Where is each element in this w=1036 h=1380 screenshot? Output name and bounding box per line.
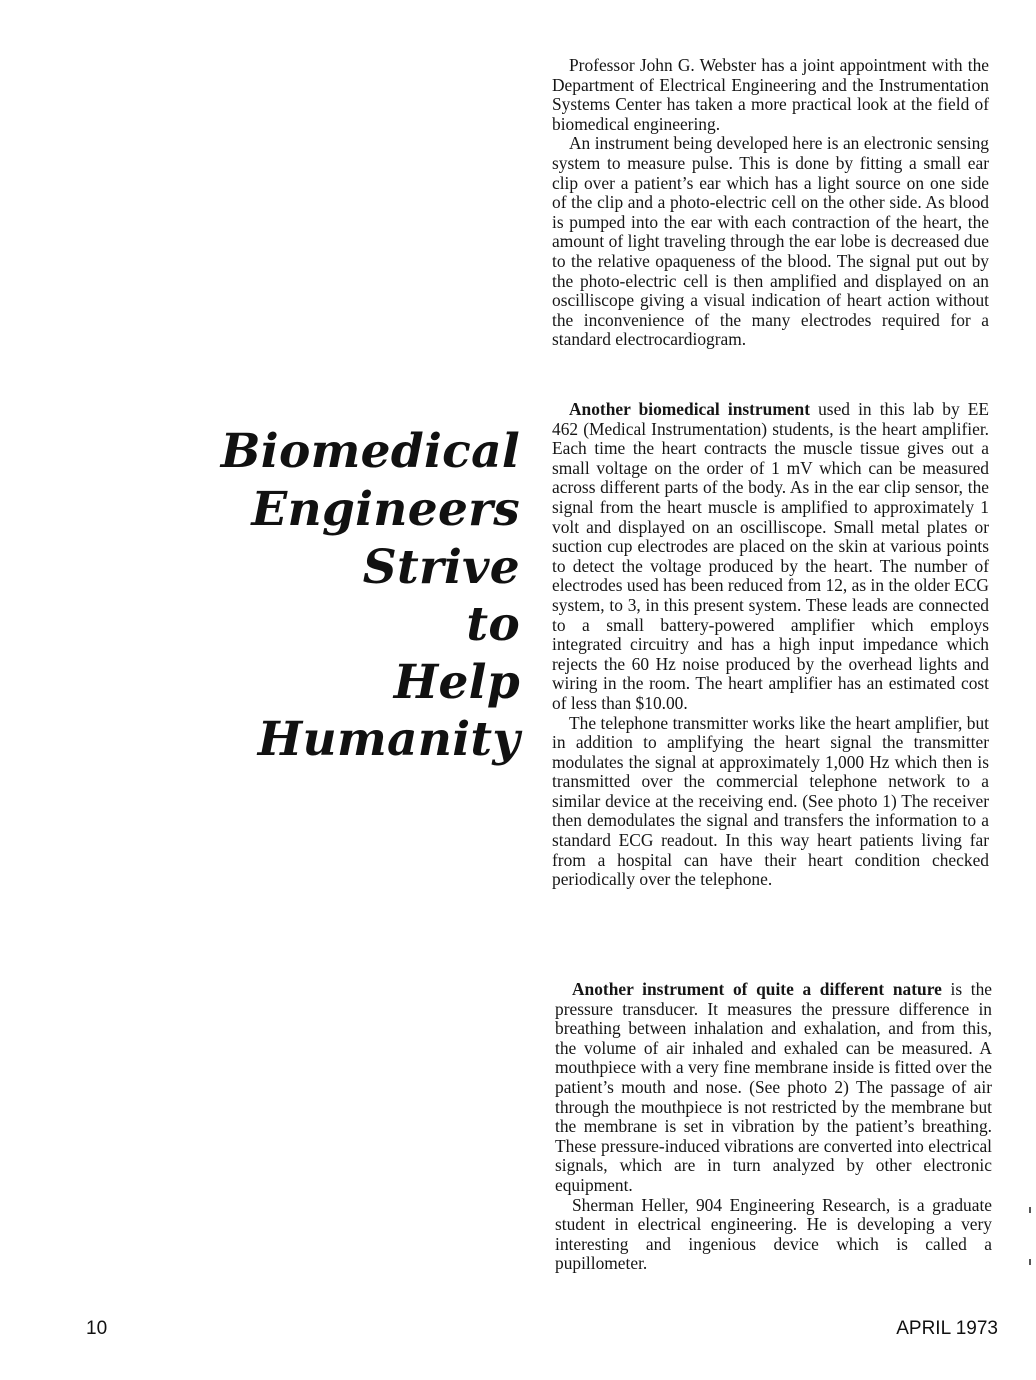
page-number: 10 (86, 1318, 108, 1339)
article-section-pressure-transducer (555, 980, 992, 1274)
headline-line: Biomedical (220, 424, 520, 480)
headline-line: Strive (362, 539, 520, 595)
body-paragraph (552, 134, 989, 350)
paragraph-text: is the pressure transducer. It measures the pressure difference in breathing between inhalation and exhalation, and from this, the volume of air inhaled and exhaled can be measured. A mouthpiece with a very fine membrane inside is fitted over the patient’s mouth and nose. (See photo 2) The passage of air through the mouthpiece is not restricted by the membrane but the membrane is set in vibration by the patient’s breathing. These pressure-induced vibrations are converted into electrical signals, which are in turn analyzed by other electronic equipment. (555, 979, 992, 1195)
paragraph-lead-in: Another instrument of quite a different nature (572, 979, 942, 999)
headline-line: Engineers (251, 482, 520, 538)
paragraph-lead-in: Another biomedical instrument (569, 399, 810, 419)
paragraph-text: used in this lab by EE 462 (Medical Instrumentation) students, is the heart amplifier. Each time the heart contracts the muscle tissue gives out a small voltage on the order of 1 mV which can be measured across different parts of the body. As in the ear clip sensor, the signal from the heart muscle is amplified to approximately 1 volt and displayed on an oscilliscope. Small metal plates or suction cup electrodes are placed on the skin at various points to detect the voltage produced by the heart. The number of electrodes used has been reduced from 12, as in the older ECG system, to 3, in this present system. These leads are connected to a small battery-powered amplifier which employs integrated circuitry and has a high input impedance which rejects the 60 Hz noise produced by the overhead lights and wiring in the room. The heart amplifier has an estimated cost of less than $10.00. (552, 399, 990, 713)
paragraph-text: Professor John G. Webster has a joint appointment with the Department of Electrical Engineering and the Instrumentation Systems Center has taken a more practical look at the field of biomedical engineering. (552, 55, 989, 134)
body-paragraph (552, 714, 989, 890)
headline-line: Help (393, 654, 520, 710)
body-paragraph (555, 1196, 992, 1274)
body-paragraph (552, 400, 989, 714)
paragraph-text: An instrument being developed here is an electronic sensing system to measure pulse. This is done by fitting a small ear clip over a patient’s ear which has a light source on one side of the clip and a photo-electric cell on the other side. As blood is pumped into the ear with each contraction of the heart, the amount of light traveling through the ear lobe is decreased due to the relative opaqueness of the blood. The signal put out by the photo-electric cell is then amplified and displayed on an oscilliscope giving a visual indication of heart action without the inconvenience of the many electrodes required for a standard electrocardiogram. (552, 133, 989, 350)
paragraph-text: Sherman Heller, 904 Engineering Research, is a graduate student in electrical engineering. He is developing a very interesting and ingenious device which is called a pupillometer. (555, 1194, 992, 1274)
scan-edge-mark (1029, 1207, 1031, 1213)
headline-line: Humanity (257, 712, 520, 768)
issue-date: APRIL 1973 (896, 1318, 998, 1339)
scan-edge-mark (1029, 1259, 1031, 1265)
headline-line: to (466, 597, 520, 653)
paragraph-text: The telephone transmitter works like the heart amplifier, but in addition to amplifying the heart signal the transmitter modulates the signal at approximately 1,000 Hz which then is transmitted over the commercial telephone network to a similar device at the receiving end. (See photo 1) The receiver then demodulates the signal and transfers the information to a standard ECG readout. In this way heart patients living far from a hospital can have their heart condition checked periodically over the telephone. (552, 712, 989, 890)
body-paragraph (552, 56, 989, 134)
body-paragraph (555, 980, 992, 1196)
article-section-ear-clip (552, 56, 989, 350)
article-headline (200, 423, 520, 769)
article-section-heart-amplifier (552, 400, 989, 890)
